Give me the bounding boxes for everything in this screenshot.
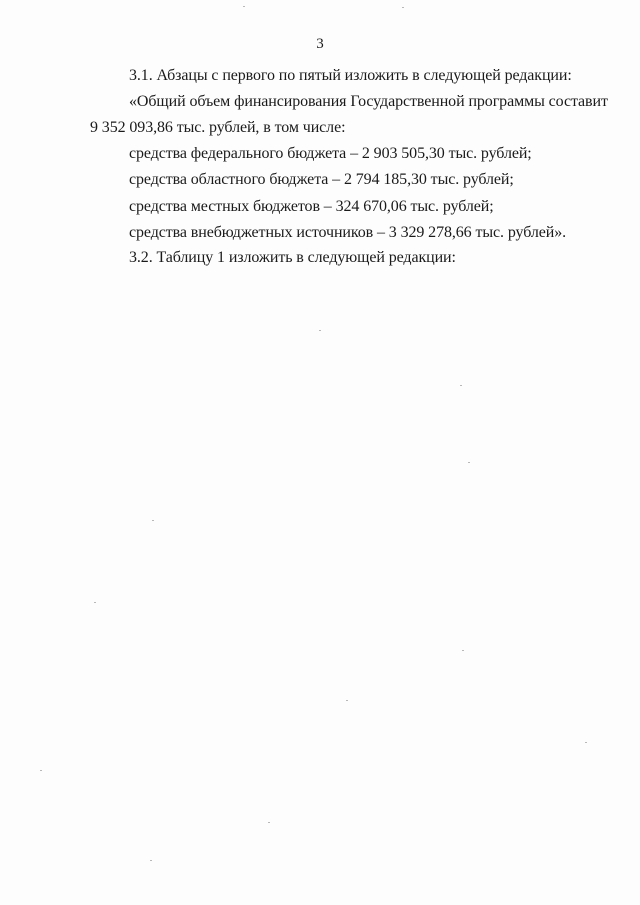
- page-number: 3: [316, 36, 324, 52]
- scan-speck: [462, 650, 464, 651]
- funding-extrabudgetary-sources: средства внебюджетных источников – 3 329 278,66 тыс. рублей».: [129, 224, 566, 241]
- scan-speck: [150, 860, 152, 861]
- scan-speck: [152, 520, 154, 521]
- scan-speck: [468, 462, 470, 463]
- scan-speck: [585, 742, 587, 743]
- funding-local-budgets: средства местных бюджетов – 324 670,06 тыс. рублей;: [129, 198, 494, 215]
- scan-speck: [319, 330, 321, 331]
- scan-speck: [402, 7, 404, 8]
- funding-regional-budget: средства областного бюджета – 2 794 185,30 тыс. рублей;: [129, 171, 514, 188]
- paragraph-total-funding: «Общий объем финансирования Государственной программы составит: [129, 93, 608, 110]
- paragraph-3-1-heading: 3.1. Абзацы с первого по пятый изложить в следующей редакции:: [129, 67, 572, 84]
- scan-speck: [40, 770, 42, 771]
- scan-speck: [268, 822, 270, 823]
- scan-speck: [346, 700, 348, 701]
- scan-speck: [94, 602, 96, 603]
- funding-federal-budget: средства федерального бюджета – 2 903 505,30 тыс. рублей;: [129, 145, 532, 162]
- scan-speck: [243, 6, 245, 7]
- scan-speck: [460, 385, 462, 386]
- paragraph-3-2-heading: 3.2. Таблицу 1 изложить в следующей редакции:: [129, 249, 456, 266]
- paragraph-total-funding-continued: 9 352 093,86 тыс. рублей, в том числе:: [90, 119, 346, 136]
